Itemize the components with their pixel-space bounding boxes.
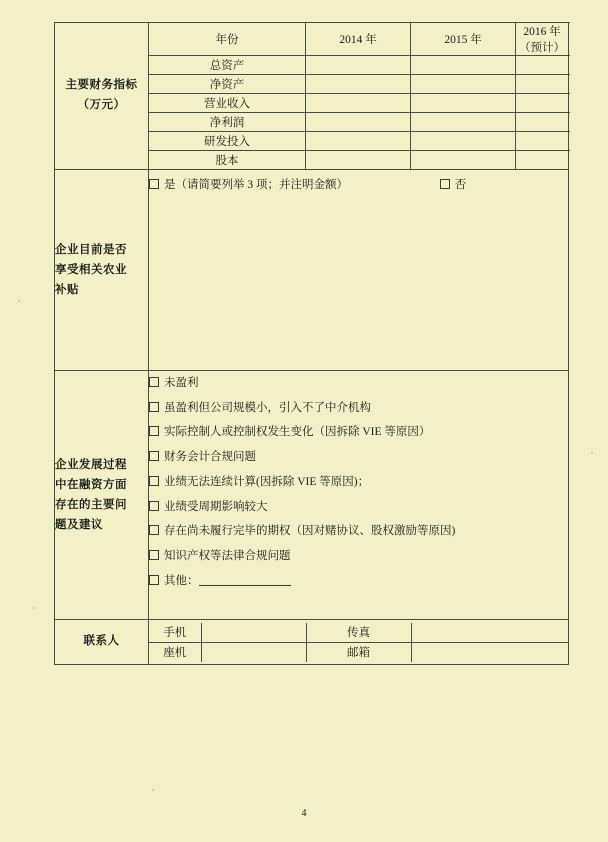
- table-row: [55, 620, 569, 665]
- problem-option-6-label: 业绩受周期影响较大: [164, 500, 268, 513]
- checkbox-icon[interactable]: [149, 402, 159, 412]
- problem-option-1-label: 未盈利: [164, 377, 199, 389]
- problem-option-9[interactable]: [149, 569, 568, 594]
- problem-option-2[interactable]: [149, 396, 568, 421]
- table-row: [149, 642, 569, 662]
- problem-option-7[interactable]: [149, 519, 568, 544]
- problem-option-5-label: 业绩无法连续计算(因拆除 VIE 等原因)；: [164, 475, 370, 488]
- problems-answer-area[interactable]: [149, 371, 569, 620]
- paper-speck: [18, 300, 20, 302]
- subsidy-answer-area[interactable]: [149, 170, 569, 371]
- subsidy-label-line2: 享受相关农业: [55, 263, 127, 276]
- checkbox-icon[interactable]: [149, 451, 159, 461]
- table-row: [55, 23, 569, 56]
- problem-option-8-label: 知识产权等法律合规问题: [164, 550, 291, 563]
- paper-speck: [152, 789, 154, 791]
- checkbox-icon[interactable]: [149, 426, 159, 436]
- table-row: [55, 371, 569, 620]
- page-number: 4: [301, 808, 307, 819]
- financial-row-label-net-profit: 净利润: [149, 113, 306, 132]
- financial-cell-net-profit-2015[interactable]: [411, 113, 516, 132]
- financial-cell-rnd-2014[interactable]: [306, 132, 411, 151]
- contact-label-landline: 座机: [149, 642, 201, 662]
- financial-cell-revenue-2016[interactable]: [516, 94, 569, 113]
- subsidy-label-line1: 企业目前是否: [55, 243, 127, 256]
- problem-option-3[interactable]: [149, 420, 568, 445]
- contact-fields-area: [149, 620, 569, 665]
- financial-cell-revenue-2015[interactable]: [411, 94, 516, 113]
- checkbox-icon[interactable]: [440, 179, 450, 189]
- problem-option-4-label: 财务会计合规问题: [164, 451, 256, 464]
- financial-row-label-revenue: 营业收入: [149, 94, 306, 113]
- problem-option-other-input[interactable]: [199, 574, 291, 586]
- form-table: [54, 22, 569, 665]
- financial-row-label-rnd: 研发投入: [149, 132, 306, 151]
- financial-header-year: 年份: [149, 23, 306, 56]
- financial-row-label-net-assets: 净资产: [149, 75, 306, 94]
- problem-option-9-label: 其他：: [164, 574, 199, 587]
- financial-cell-net-assets-2016[interactable]: [516, 75, 569, 94]
- problems-label-line4: 题及建议: [55, 519, 103, 532]
- paper-speck: [33, 607, 35, 609]
- financial-header-2016: 2016 年（预计）: [516, 23, 569, 56]
- financial-cell-total-assets-2016[interactable]: [516, 56, 569, 75]
- contact-label-mobile: 手机: [149, 623, 201, 643]
- financial-cell-rnd-2015[interactable]: [411, 132, 516, 151]
- table-row: [149, 623, 569, 643]
- checkbox-icon[interactable]: [149, 550, 159, 560]
- problem-option-5[interactable]: [149, 470, 568, 495]
- financial-cell-net-assets-2015[interactable]: [411, 75, 516, 94]
- financial-label-line2: （万元）: [77, 99, 126, 111]
- financial-cell-net-assets-2014[interactable]: [306, 75, 411, 94]
- problem-option-6[interactable]: [149, 495, 568, 520]
- contact-value-mobile[interactable]: [201, 623, 306, 643]
- subsidy-label-line3: 补贴: [55, 284, 79, 297]
- problems-label-line1: 企业发展过程: [55, 458, 127, 471]
- subsidy-option-yes[interactable]: 是（请简要列举 3 项；并注明金额）: [164, 179, 348, 191]
- checkbox-icon[interactable]: [149, 377, 159, 387]
- financial-header-2015: 2015 年: [411, 23, 516, 56]
- problem-option-2-label: 虽盈利但公司规模小，引入不了中介机构: [164, 401, 371, 414]
- problem-option-1[interactable]: [149, 371, 568, 396]
- financial-section-label: [55, 23, 149, 170]
- problems-label-line3: 存在的主要问: [55, 499, 127, 511]
- checkbox-icon[interactable]: [149, 525, 159, 535]
- paper-speck: [591, 452, 593, 454]
- problem-option-4[interactable]: [149, 445, 568, 470]
- financial-row-label-capital: 股本: [149, 151, 306, 170]
- checkbox-icon[interactable]: [149, 179, 159, 189]
- contact-section-label: 联系人: [55, 620, 149, 665]
- checkbox-icon[interactable]: [149, 575, 159, 585]
- financial-cell-capital-2015[interactable]: [411, 151, 516, 170]
- financial-row-label-total-assets: 总资产: [149, 56, 306, 75]
- subsidy-section-label: [55, 170, 149, 371]
- contact-value-fax[interactable]: [411, 623, 569, 643]
- contact-value-email[interactable]: [411, 642, 569, 662]
- contact-label-email: 邮箱: [306, 642, 411, 662]
- problem-option-8[interactable]: [149, 544, 568, 569]
- financial-cell-net-profit-2016[interactable]: [516, 113, 569, 132]
- problems-section-label: [55, 371, 149, 620]
- financial-cell-total-assets-2015[interactable]: [411, 56, 516, 75]
- problem-option-3-label: 实际控制人或控制权发生变化（因拆除 VIE 等原因）: [164, 426, 431, 439]
- checkbox-icon[interactable]: [149, 501, 159, 511]
- financial-header-2014: 2014 年: [306, 23, 411, 56]
- contact-value-landline[interactable]: [201, 642, 306, 662]
- problems-label-line2: 中在融资方面: [55, 478, 127, 491]
- financial-label-line1: 主要财务指标: [65, 79, 138, 92]
- survey-form: [54, 22, 568, 665]
- financial-cell-net-profit-2014[interactable]: [306, 113, 411, 132]
- problem-option-7-label: 存在尚未履行完毕的期权（因对赌协议、股权激励等原因): [164, 525, 456, 538]
- checkbox-icon[interactable]: [149, 476, 159, 486]
- subsidy-option-no[interactable]: 否: [454, 179, 467, 191]
- financial-cell-capital-2016[interactable]: [516, 151, 569, 170]
- subsidy-options: [149, 170, 568, 196]
- contact-label-fax: 传真: [306, 623, 411, 643]
- financial-cell-revenue-2014[interactable]: [306, 94, 411, 113]
- contact-table: [149, 623, 569, 662]
- financial-cell-capital-2014[interactable]: [306, 151, 411, 170]
- financial-cell-rnd-2016[interactable]: [516, 132, 569, 151]
- table-row: [55, 170, 569, 371]
- financial-cell-total-assets-2014[interactable]: [306, 56, 411, 75]
